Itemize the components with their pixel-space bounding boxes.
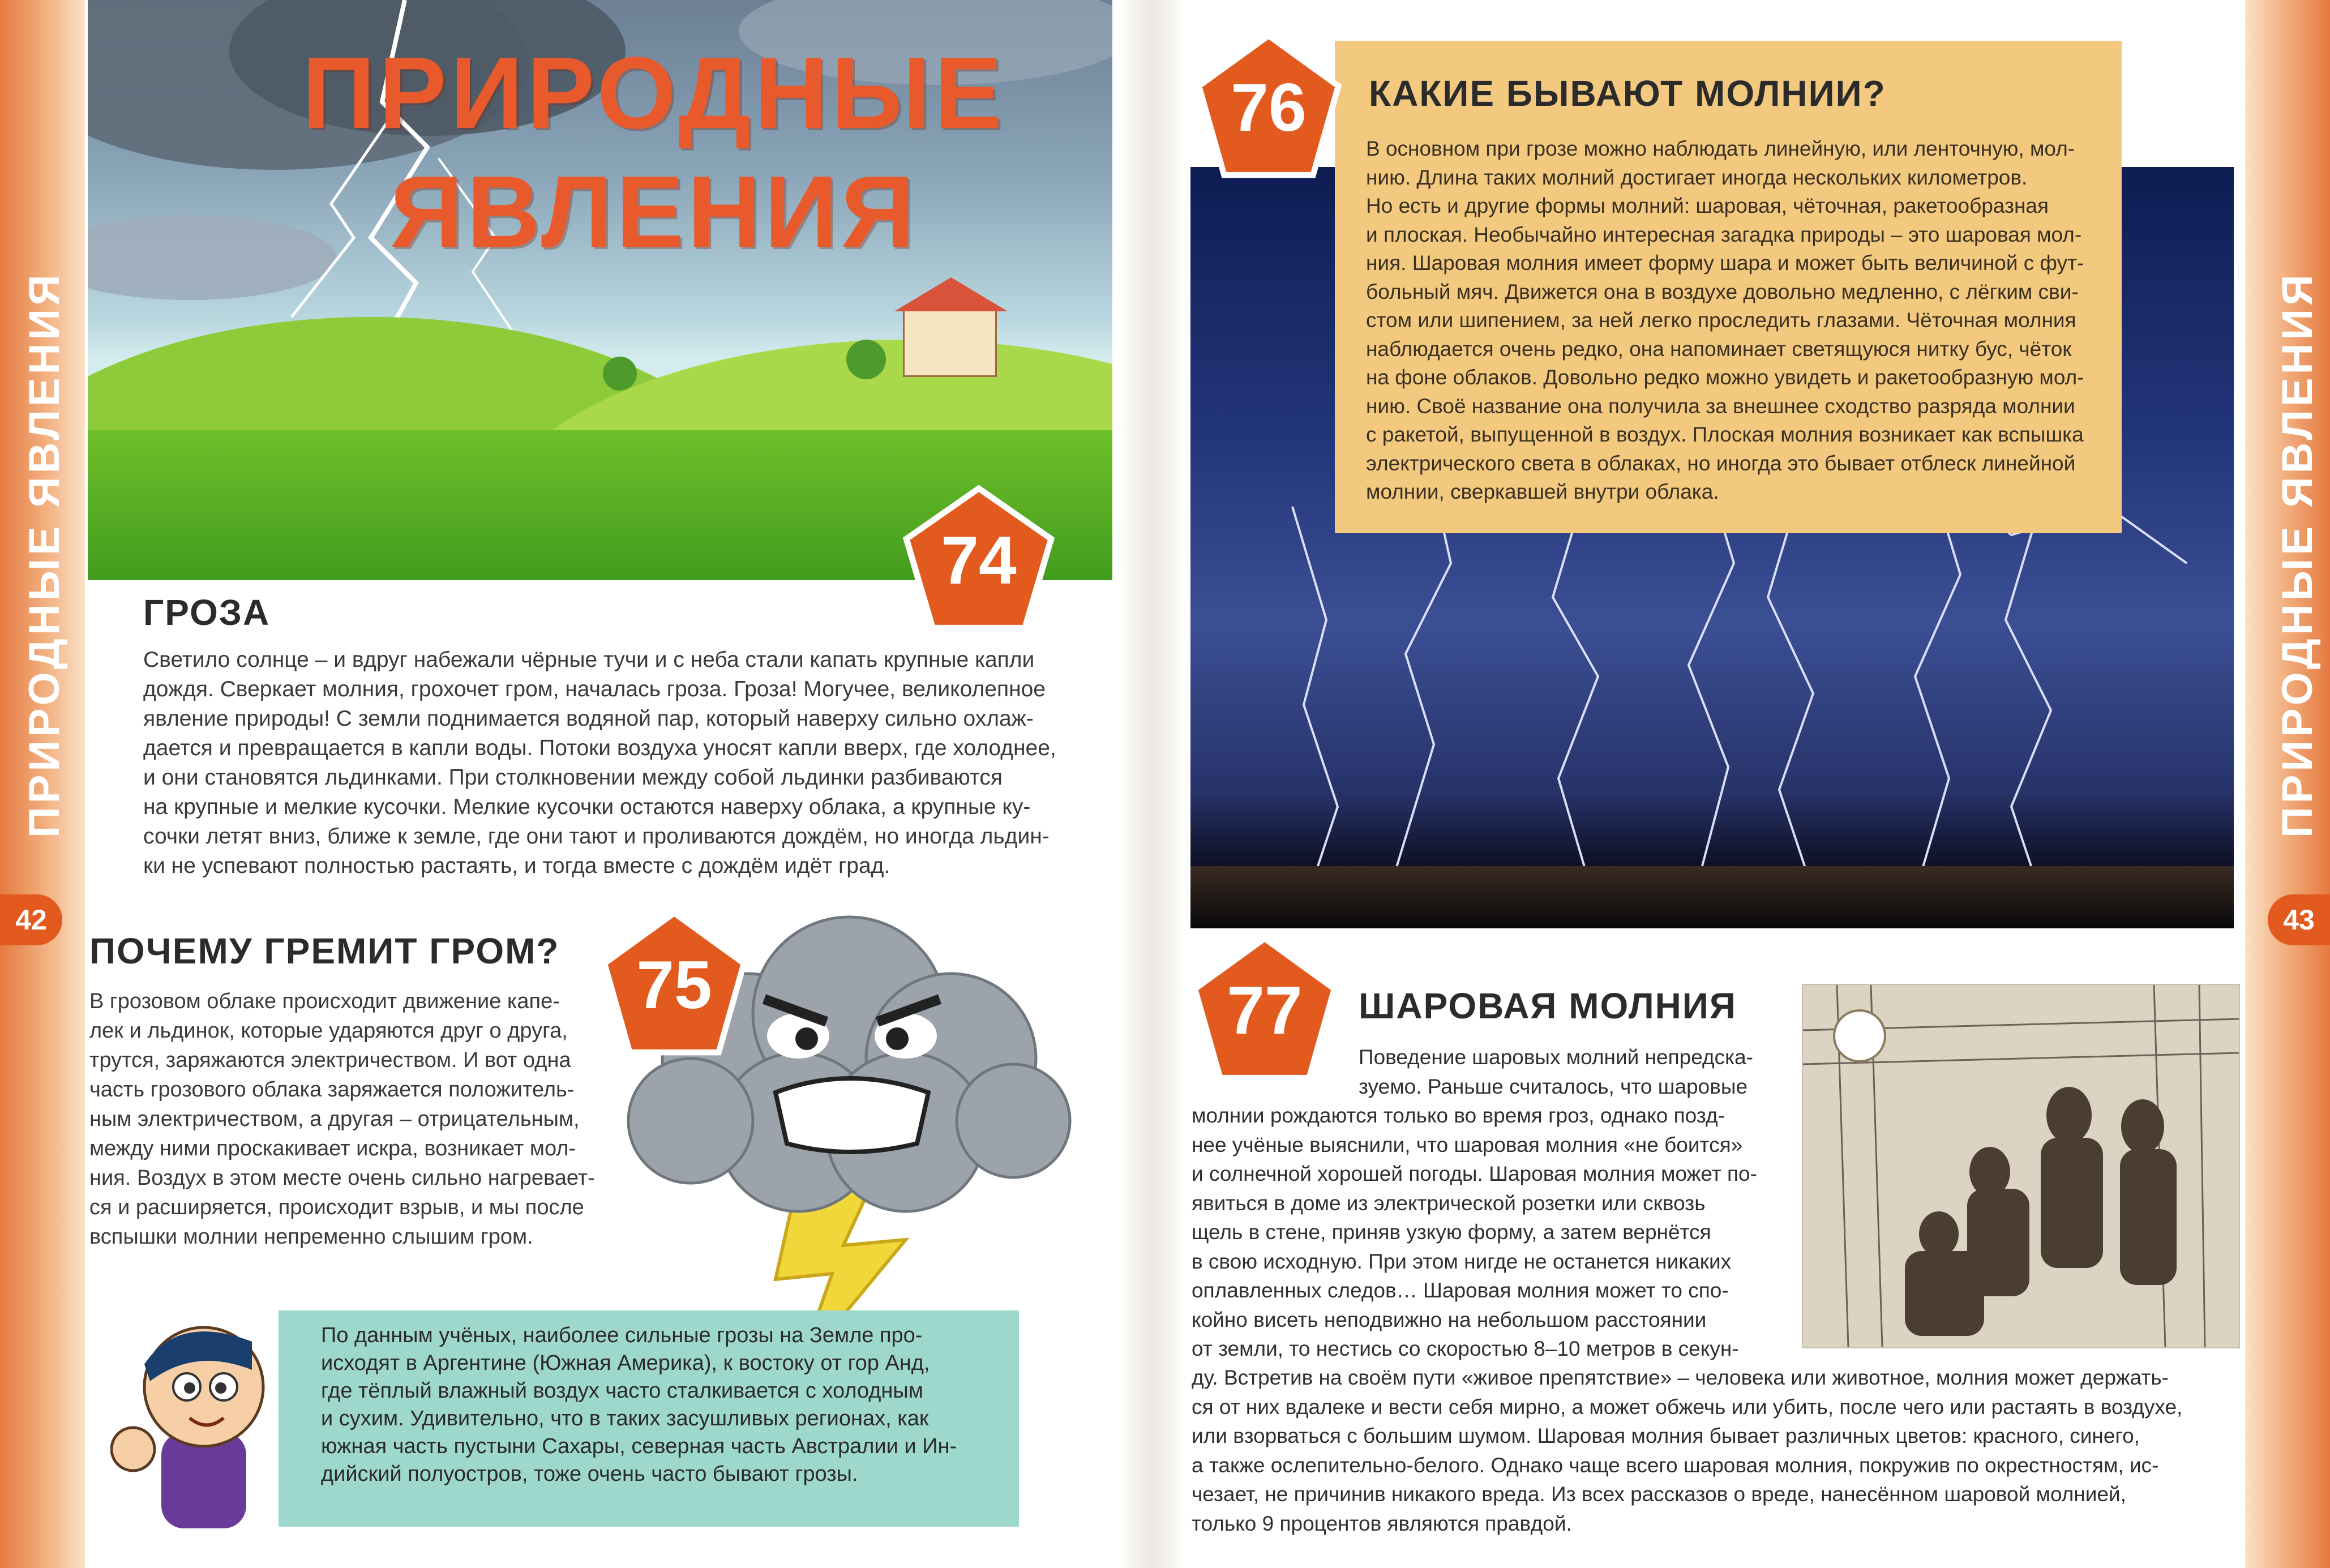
running-title-right: ПРИРОДНЫЕ ЯВЛЕНИЯ	[2273, 271, 2322, 838]
book-gutter	[1118, 0, 1186, 1568]
text-line: явиться в доме из электрической розетки или сквозь	[1192, 1191, 1706, 1215]
hero-title-line2: ЯВЛЕНИЯ	[390, 155, 918, 269]
text-line: между ними проскакивает искра, возникает мол-	[89, 1137, 576, 1160]
text-line: где тёплый влажный воздух часто сталкивается с холодным	[321, 1379, 923, 1403]
text-line: зуемо. Раньше считалось, что шаровые	[1359, 1074, 1748, 1098]
text-line: а также ослепительно-белого. Однако чаще всего шаровая молния, покружив по окрестностям, ис-	[1192, 1453, 2159, 1477]
section-title-76: КАКИЕ БЫВАЮТ МОЛНИИ?	[1369, 73, 1886, 114]
section-body-74	[143, 645, 1060, 881]
running-title-left: ПРИРОДНЫЕ ЯВЛЕНИЯ	[20, 271, 68, 838]
text-line: на крупные и мелкие кусочки. Мелкие кусочки остаются наверху облака, а крупные ку-	[143, 795, 1031, 819]
text-line: стом или шипением, за ней легко проследить глазами. Чёточная молния	[1366, 309, 2076, 332]
tree	[603, 357, 637, 391]
text-line: молнии, сверкавшей внутри облака.	[1366, 480, 1719, 503]
section-body-77-wide	[1192, 1363, 2239, 1538]
text-line: дийский полуостров, тоже очень часто бывают грозы.	[321, 1462, 858, 1486]
text-line: и плоская. Необычайно интересная загадка природы – это шаровая мол-	[1366, 222, 2082, 246]
text-line: лек и льдинок, которые ударяются друг о друга,	[89, 1019, 568, 1043]
badge-number: 77	[1227, 972, 1303, 1048]
text-line: сочки летят вниз, ближе к земле, где они тают и проливаются дождём, но иногда льдин-	[143, 824, 1050, 849]
text-line: южная часть пустыни Сахары, северная часть Австралии и Ин-	[321, 1434, 957, 1458]
ball-lightning	[1834, 1010, 1885, 1061]
text-line: ния. Воздух в этом месте очень сильно нагревает-	[89, 1166, 595, 1190]
text-line: По данным учёных, наиболее сильные грозы на Земле про-	[321, 1323, 923, 1347]
text-line: ния. Шаровая молния имеет форму шара и может быть величиной с фут-	[1366, 251, 2084, 275]
text-line: электрического света в облаках, но иногда это бывает отблеск линейной	[1366, 451, 2076, 475]
section-body-76	[1366, 135, 2102, 507]
badge-number: 75	[636, 947, 712, 1023]
boy-fist	[112, 1428, 155, 1471]
text-line: трутся, заряжаются электричеством. И вот одна	[89, 1048, 571, 1072]
text-line: и сухим. Удивительно, что в таких засушливых регионах, как	[321, 1407, 929, 1430]
text-line: с ракетой, выпущенной в воздух. Плоская молния возникает как вспышка	[1366, 423, 2084, 446]
section-title-75: ПОЧЕМУ ГРЕМИТ ГРОМ?	[89, 931, 560, 971]
hero-title-line1: ПРИРОДНЫЕ	[302, 36, 1006, 150]
text-line: нее учёные выяснили, что шаровая молния «не боится»	[1192, 1133, 1743, 1156]
text-line: ду. Встретив на своём пути «живое препятствие» – человека или животное, молния может держать-	[1192, 1366, 2169, 1389]
ball-lightning-engraving	[1802, 984, 2240, 1348]
section-badge-75	[600, 909, 748, 1057]
section-badge-76	[1194, 31, 1343, 179]
text-line: ся от них вдалеке и вести себя мирно, а может обжечь или убить, после чего или растаять в воздухе,	[1192, 1395, 2183, 1419]
text-line: дается и превращается в капли воды. Потоки воздуха уносят капли вверх, где холоднее,	[143, 736, 1056, 760]
text-line: ным электричеством, а другая – отрицательным,	[89, 1107, 580, 1131]
text-line: вспышки молнии непременно слышим гром.	[89, 1225, 533, 1249]
section-body-75	[89, 987, 599, 1252]
text-line: явление природы! С земли поднимается водяной пар, который наверху сильно охлаж-	[143, 706, 1034, 731]
text-line: койно висеть неподвижно на небольшом расстоянии	[1192, 1308, 1707, 1331]
badge-number: 74	[941, 522, 1017, 598]
text-line: нию. Своё название она получила за внешнее сходство разряда молнии	[1366, 394, 2075, 418]
badge-number: 76	[1231, 70, 1307, 145]
text-line: Поведение шаровых молний непредска-	[1359, 1046, 1753, 1069]
section-title-74: ГРОЗА	[143, 592, 271, 633]
text-line: щель в стене, приняв узкую форму, а затем вернётся	[1192, 1220, 1711, 1244]
text-line: исходят в Аргентине (Южная Америка), к востоку от гор Анд,	[321, 1351, 930, 1375]
text-line: ки не успевают полностью растаять, и тогда вместе с дождём идёт град.	[143, 854, 890, 878]
text-line: чезает, не причинив никакого вреда. Из всех рассказов о вреде, нанесённом шаровой молнией,	[1192, 1483, 2126, 1506]
page-number-right: 43	[2268, 894, 2330, 945]
hero-title	[258, 34, 1050, 272]
text-line: оплавленных следов… Шаровая молния может то спо-	[1192, 1279, 1729, 1302]
section-badge-74	[902, 484, 1056, 632]
text-line: и солнечной хорошей погоды. Шаровая молния может по-	[1192, 1162, 1757, 1185]
boy-character-illustration	[110, 1302, 280, 1528]
text-line: часть грозового облака заряжается положитель-	[89, 1078, 575, 1102]
text-line: Светило солнце – и вдруг набежали чёрные тучи и с неба стали капать крупные капли	[143, 648, 1035, 672]
text-line: В основном при грозе можно наблюдать линейную, или ленточную, мол-	[1366, 137, 2075, 160]
text-line: ся и расширяется, происходит взрыв, и мы после	[89, 1196, 584, 1219]
text-line: и они становятся льдинками. При столкновении между собой льдинки разбиваются	[143, 765, 1003, 790]
text-line: от земли, то нестись со скоростью 8–10 метров в секун-	[1192, 1337, 1739, 1360]
text-line: или взорваться с большим шумом. Шаровая молния бывает различных цветов: красного, синего,	[1192, 1424, 2140, 1447]
mouth	[776, 1078, 928, 1152]
city-horizon	[1190, 866, 2234, 928]
text-line: на фоне облаков. Довольно редко можно увидеть и ракетообразную мол-	[1366, 366, 2084, 389]
text-line: в свою исходную. При этом нигде не останется никаких	[1192, 1249, 1732, 1273]
section-body-77-narrow	[1192, 1043, 1789, 1364]
text-line: дождя. Сверкает молния, грохочет гром, началась гроза. Гроза! Могучее, великолепное	[143, 677, 1046, 701]
text-line: наблюдается очень редко, она напоминает светящуюся нитку бус, чёток	[1366, 337, 2072, 361]
page-number-left: 42	[0, 894, 62, 945]
text-line: только 9 процентов являются правдой.	[1192, 1511, 1572, 1535]
text-line: Но есть и другие формы молний: шаровая, чёточная, ракетообразная	[1366, 194, 2049, 217]
section-title-77: ШАРОВАЯ МОЛНИЯ	[1359, 986, 1737, 1026]
house-roof	[894, 277, 1008, 311]
text-line: молнии рождаются только во время гроз, однако позд-	[1192, 1104, 1725, 1127]
house	[903, 306, 997, 377]
text-line: В грозовом облаке происходит движение капе-	[89, 989, 560, 1013]
text-line: больный мяч. Движется она в воздухе довольно медленно, с лёгким сви-	[1366, 280, 2079, 303]
text-line: нию. Длина таких молний достигает иногда нескольких километров.	[1366, 165, 2028, 189]
tree	[846, 340, 886, 379]
engraving-scene	[1803, 985, 2239, 1347]
fact-box-text	[321, 1322, 973, 1488]
